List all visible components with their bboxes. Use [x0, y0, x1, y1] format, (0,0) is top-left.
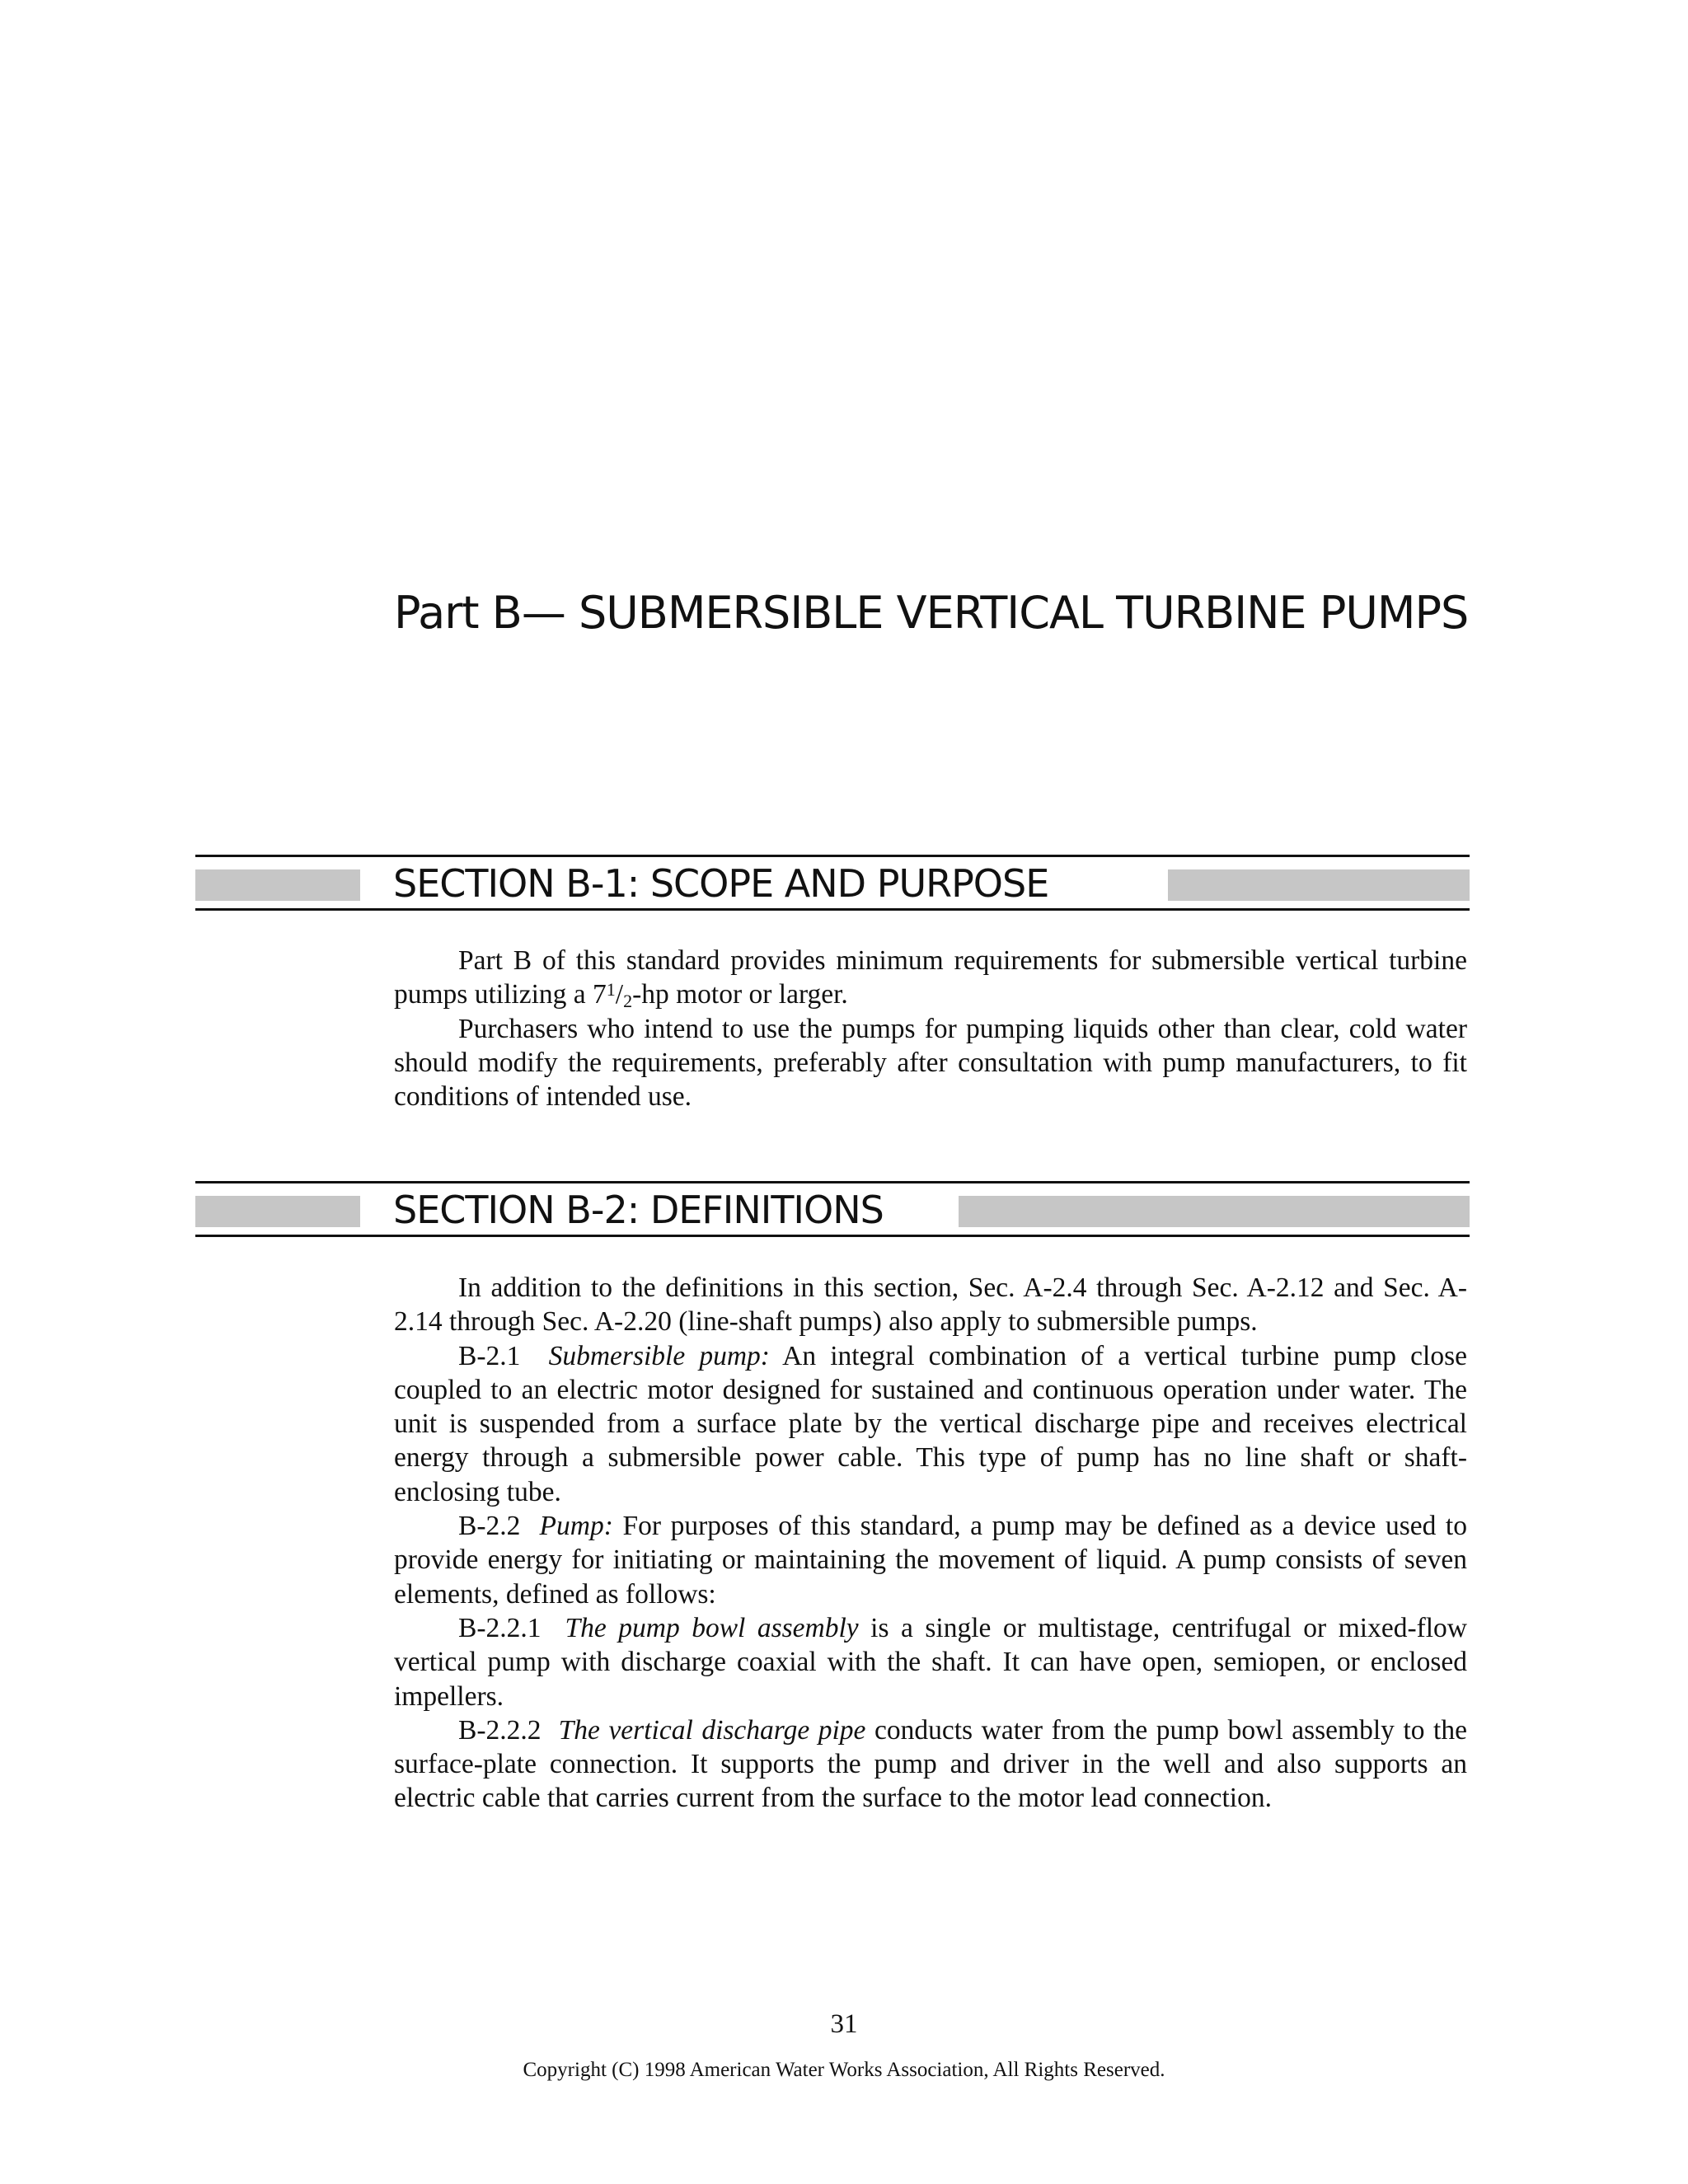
page-number: 31	[830, 2009, 858, 2039]
section-bar-left	[195, 1196, 360, 1227]
section-b2-title: SECTION B-2: DEFINITIONS	[393, 1187, 907, 1233]
definition-b2-2-2: B-2.2.2 The vertical discharge pipe conducts water from the pump bowl assembly to the surface-plate connection. It supports the pump and driver in the well and also supports an electric cable that carries current from the surface to the motor lead connection.	[394, 1714, 1467, 1814]
copyright-notice: Copyright (C) 1998 American Water Works Association, All Rights Reserved.	[523, 2059, 1165, 2081]
part-title: Part B— SUBMERSIBLE VERTICAL TURBINE PUMPS	[394, 587, 1469, 639]
section-bar-left	[195, 869, 360, 901]
section-bar-right	[1168, 869, 1470, 901]
section-bar-right	[959, 1196, 1470, 1227]
section-b1-body	[394, 944, 1467, 1113]
section-b2-body	[394, 1271, 1467, 1816]
definition-b2-1: B-2.1 Submersible pump: An integral combination of a vertical turbine pump close coupled to an electric motor designed for sustained and continuous operation under water. The unit is suspended from a surface plate by the vertical discharge pipe and receives electrical energy through a submersible power cable. This type of pump has no line shaft or shaft-enclosing tube.	[394, 1340, 1467, 1507]
section-b1-paragraph-2: Purchasers who intend to use the pumps for pumping liquids other than clear, cold water should modify the requirements, preferably after consultation with pump manufacturers, to fit conditions of intended use.	[394, 1013, 1467, 1113]
section-b1-title: SECTION B-1: SCOPE AND PURPOSE	[393, 860, 1071, 907]
definition-b2-2-1: B-2.2.1 The pump bowl assembly is a single or multistage, centrifugal or mixed-flow vertical pump with discharge coaxial with the shaft. It can have open, semiopen, or enclosed impellers.	[394, 1612, 1468, 1712]
definition-b2-2: B-2.2 Pump: For purposes of this standard, a pump may be defined as a device used to provide energy for initiating or maintaining the movement of liquid. A pump consists of seven elements, defined as follows:	[394, 1511, 1467, 1610]
fraction-seven-and-half: $7^1/_2$	[593, 979, 633, 1012]
section-b1-header	[195, 855, 1470, 911]
section-b2-header	[195, 1181, 1470, 1237]
section-b2-intro: In addition to the definitions in this section, Sec. A-2.4 through Sec. A-2.12 and Sec. A-2.14 through Sec. A-2.20 (line-shaft pumps) also apply to submersible pumps.	[394, 1272, 1467, 1338]
section-b1-paragraph-1: Part B of this standard provides minimum requirements for submersible vertical turbine pumps utilizing a $7^1/_2-hp$ motor or larger.	[394, 945, 1467, 1012]
